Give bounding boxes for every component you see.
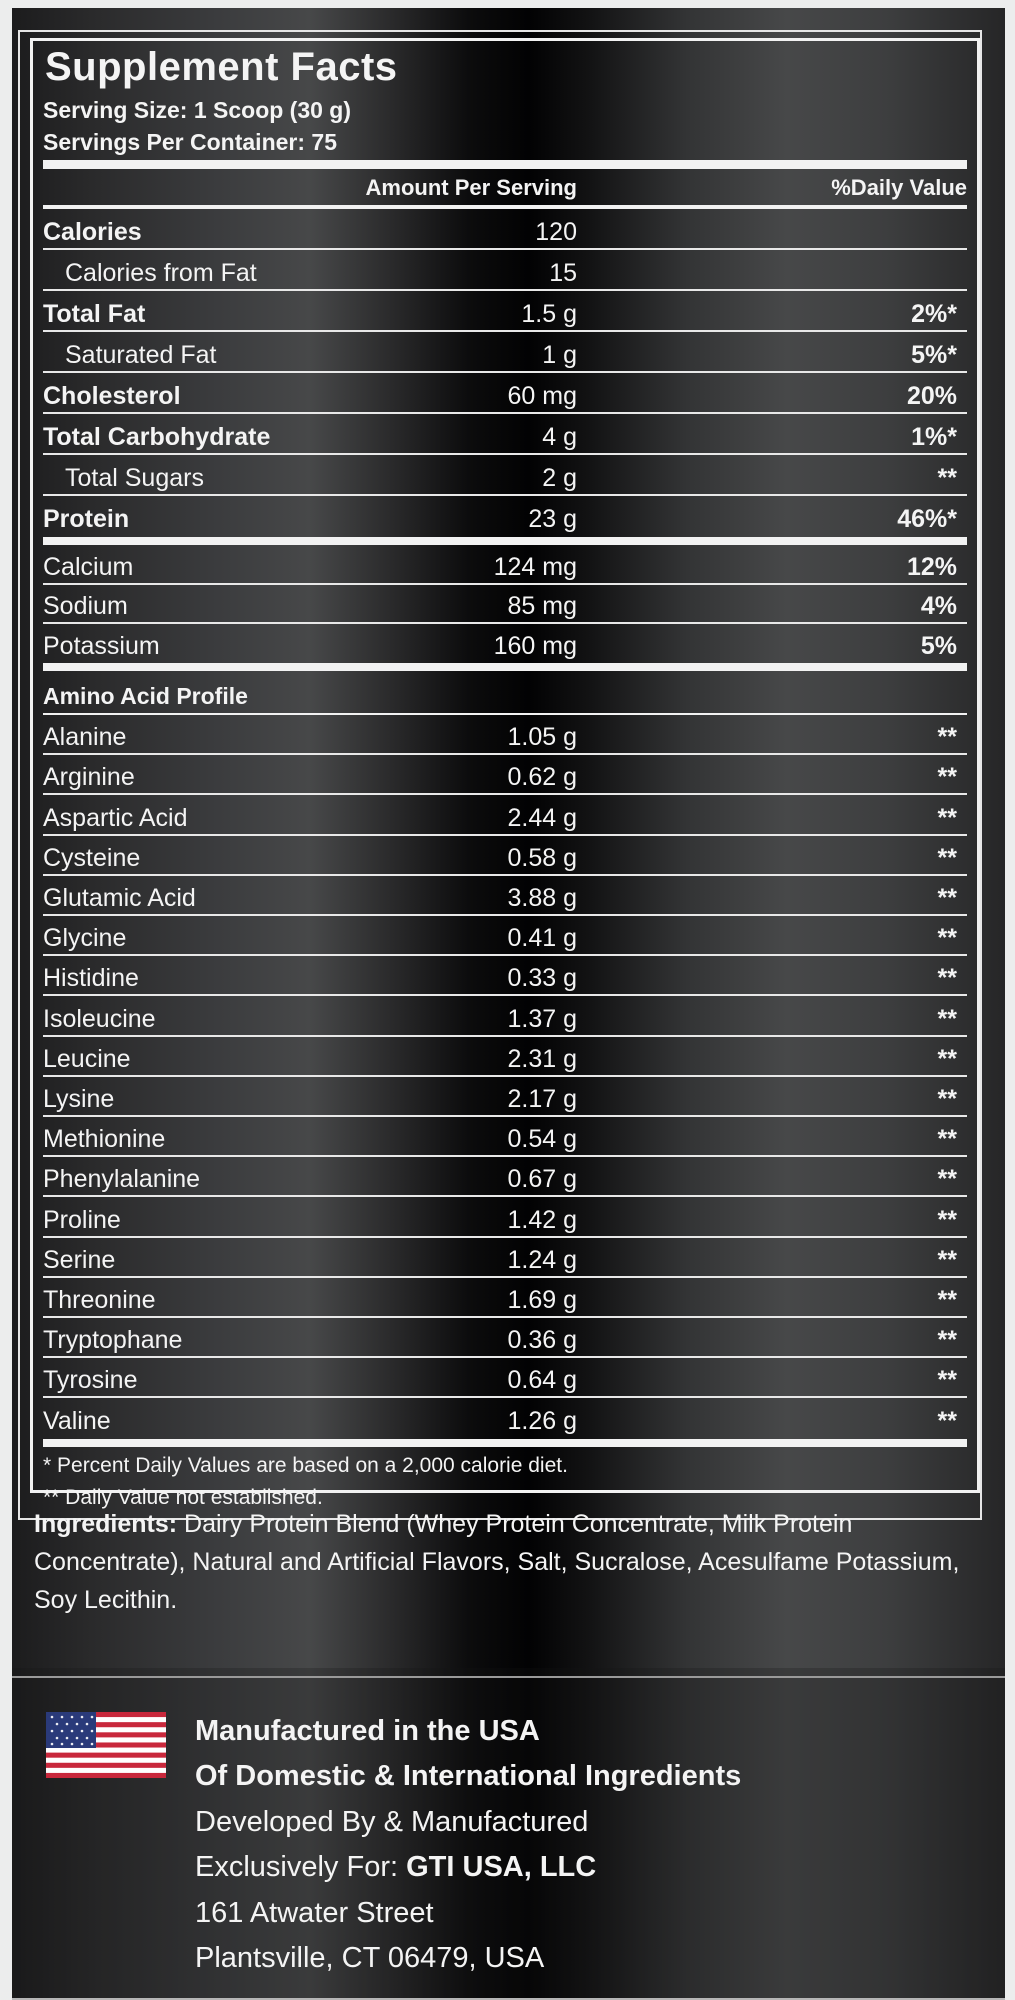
us-flag-icon <box>46 1712 166 1778</box>
nutrient-name: Tyrosine <box>43 1366 138 1395</box>
daily-value: 46%* <box>897 505 957 533</box>
amount-per-serving: 1.69 g <box>507 1285 577 1314</box>
nutrient-name: Proline <box>43 1205 121 1234</box>
thick-rule <box>43 1439 967 1447</box>
nutrient-name: Serine <box>43 1245 116 1274</box>
table-row <box>43 1117 967 1157</box>
nutrient-name: Methionine <box>43 1125 166 1154</box>
nutrient-name: Glycine <box>43 924 127 953</box>
nutrient-name: Tryptophane <box>43 1326 183 1355</box>
amount-per-serving: 4 g <box>542 423 577 451</box>
table-row <box>43 250 967 291</box>
table-row <box>43 414 967 455</box>
amount-per-serving: 0.36 g <box>507 1326 577 1355</box>
ingredients-statement <box>34 1505 974 1619</box>
daily-value: ** <box>937 843 957 872</box>
daily-value: ** <box>937 1406 957 1435</box>
table-row <box>43 1318 967 1358</box>
table-row <box>43 1197 967 1237</box>
nutrient-name: Calories from Fat <box>65 259 257 287</box>
nutrient-name: Cholesterol <box>43 382 181 410</box>
table-row <box>43 996 967 1036</box>
amount-per-serving: 15 <box>549 259 577 287</box>
footnote-percent-daily: * Percent Daily Values are based on a 2,000 calorie diet. <box>43 1454 568 1477</box>
amount-per-serving: 0.64 g <box>507 1366 577 1395</box>
table-row <box>43 1037 967 1077</box>
nutrient-name: Cysteine <box>43 843 141 872</box>
table-row <box>43 795 967 835</box>
thick-rule <box>43 663 967 671</box>
table-row <box>43 1157 967 1197</box>
street-address: 161 Atwater Street <box>195 1897 434 1929</box>
amount-per-serving: 120 <box>535 218 577 246</box>
table-row <box>43 332 967 373</box>
daily-value: ** <box>937 803 957 832</box>
nutrient-name: Phenylalanine <box>43 1165 201 1194</box>
amount-per-serving: 124 mg <box>493 552 577 581</box>
daily-value: ** <box>937 1004 957 1033</box>
amount-per-serving: 2.17 g <box>507 1084 577 1113</box>
daily-value: ** <box>937 883 957 912</box>
nutrient-name: Glutamic Acid <box>43 883 196 912</box>
table-row <box>43 1358 967 1398</box>
amount-per-serving: 0.58 g <box>507 843 577 872</box>
table-row <box>43 1238 967 1278</box>
daily-value: ** <box>937 723 957 752</box>
amount-per-serving: 1.5 g <box>521 300 577 328</box>
daily-value: ** <box>937 1084 957 1113</box>
ingredients-text: Dairy Protein Blend (Whey Protein Concentrate, Milk Protein Concentrate), Natural and Artificial Flavors, Salt, Sucralose, Acesulfame Potassium, Soy Lecithin. <box>34 1510 960 1614</box>
daily-value: 20% <box>906 382 957 410</box>
daily-value: 5% <box>920 631 957 660</box>
nutrient-name: Calcium <box>43 552 134 581</box>
daily-value: 1%* <box>911 423 957 451</box>
thick-rule <box>43 537 967 545</box>
daily-value: ** <box>937 1165 957 1194</box>
daily-value: ** <box>937 1205 957 1234</box>
amount-per-serving: 1.26 g <box>507 1406 577 1435</box>
table-row <box>43 1398 967 1438</box>
daily-value: 4% <box>920 592 957 620</box>
ingredients-label: Ingredients: <box>34 1510 178 1538</box>
column-header-daily-value: %Daily Value <box>831 175 967 200</box>
serving-size: Serving Size: 1 Scoop (30 g) <box>43 97 352 123</box>
amount-per-serving: 2.31 g <box>507 1044 577 1073</box>
daily-value: 5%* <box>911 341 957 369</box>
amount-per-serving: 0.33 g <box>507 964 577 993</box>
table-row <box>43 836 967 876</box>
daily-value: ** <box>937 924 957 953</box>
company-name: GTI USA, LLC <box>406 1851 597 1883</box>
nutrient-name: Leucine <box>43 1044 131 1073</box>
city-address: Plantsville, CT 06479, USA <box>195 1942 545 1974</box>
daily-value: 2%* <box>911 300 957 328</box>
amount-per-serving: 1.05 g <box>507 723 577 752</box>
amount-per-serving: 2 g <box>542 464 577 492</box>
amount-per-serving: 160 mg <box>493 631 577 660</box>
amount-per-serving: 2.44 g <box>507 803 577 832</box>
exclusively-for-prefix: Exclusively For: <box>195 1851 407 1883</box>
thick-rule <box>43 160 967 169</box>
nutrient-name: Saturated Fat <box>65 341 217 369</box>
table-row <box>43 916 967 956</box>
table-row <box>43 373 967 414</box>
amount-per-serving: 1.37 g <box>507 1004 577 1033</box>
nutrient-name: Arginine <box>43 763 135 792</box>
table-row <box>43 624 967 664</box>
ingredients-origin: Of Domestic & International Ingredients <box>195 1760 742 1792</box>
amount-per-serving: 1.24 g <box>507 1245 577 1274</box>
daily-value: ** <box>937 964 957 993</box>
amount-per-serving: 3.88 g <box>507 883 577 912</box>
amount-per-serving: 0.62 g <box>507 763 577 792</box>
amount-per-serving: 85 mg <box>507 592 577 620</box>
nutrient-name: Calories <box>43 218 142 246</box>
table-row <box>43 585 967 625</box>
supplement-facts-box <box>30 38 980 1509</box>
nutrient-name: Total Sugars <box>65 464 204 492</box>
daily-value: 12% <box>906 552 957 581</box>
amino-acid-profile-title: Amino Acid Profile <box>43 683 248 709</box>
table-row <box>43 496 967 537</box>
daily-value: ** <box>937 1245 957 1274</box>
amount-per-serving: 1.42 g <box>507 1205 577 1234</box>
table-row <box>43 1077 967 1117</box>
manufactured-in-usa: Manufactured in the USA <box>195 1715 540 1747</box>
table-row <box>43 715 967 755</box>
amount-per-serving: 23 g <box>528 505 577 533</box>
amount-per-serving: 0.41 g <box>507 924 577 953</box>
servings-per-container: Servings Per Container: 75 <box>43 129 337 155</box>
daily-value: ** <box>937 1044 957 1073</box>
developed-by: Developed By & Manufactured <box>195 1806 589 1838</box>
table-row <box>43 755 967 795</box>
table-row <box>43 876 967 916</box>
nutrient-name: Lysine <box>43 1084 115 1113</box>
table-row <box>43 545 967 585</box>
column-header-amount: Amount Per Serving <box>365 175 577 200</box>
amount-per-serving: 60 mg <box>507 382 577 410</box>
table-row <box>43 291 967 332</box>
daily-value: ** <box>937 1285 957 1314</box>
nutrient-name: Histidine <box>43 964 139 993</box>
nutrient-name: Valine <box>43 1406 111 1435</box>
table-row <box>43 455 967 496</box>
daily-value: ** <box>937 1366 957 1395</box>
nutrient-name: Total Fat <box>43 300 146 328</box>
nutrient-name: Sodium <box>43 592 128 620</box>
daily-value: ** <box>937 464 957 492</box>
amount-per-serving: 1 g <box>542 341 577 369</box>
daily-value: ** <box>937 763 957 792</box>
section-divider <box>12 1676 1005 1678</box>
table-row <box>43 209 967 250</box>
table-row <box>43 1278 967 1318</box>
daily-value: ** <box>937 1125 957 1154</box>
nutrient-name: Potassium <box>43 631 160 660</box>
nutrient-name: Threonine <box>43 1285 156 1314</box>
table-row <box>43 956 967 996</box>
amount-per-serving: 0.54 g <box>507 1125 577 1154</box>
nutrient-name: Isoleucine <box>43 1004 156 1033</box>
footnote-not-established: ** Daily Value not established. <box>43 1486 323 1509</box>
facts-title: Supplement Facts <box>45 45 398 89</box>
amount-per-serving: 0.67 g <box>507 1165 577 1194</box>
nutrient-name: Protein <box>43 505 130 533</box>
nutrient-name: Aspartic Acid <box>43 803 188 832</box>
daily-value: ** <box>937 1326 957 1355</box>
exclusively-for <box>195 1851 596 1884</box>
nutrient-name: Alanine <box>43 723 127 752</box>
nutrient-name: Total Carbohydrate <box>43 423 271 451</box>
